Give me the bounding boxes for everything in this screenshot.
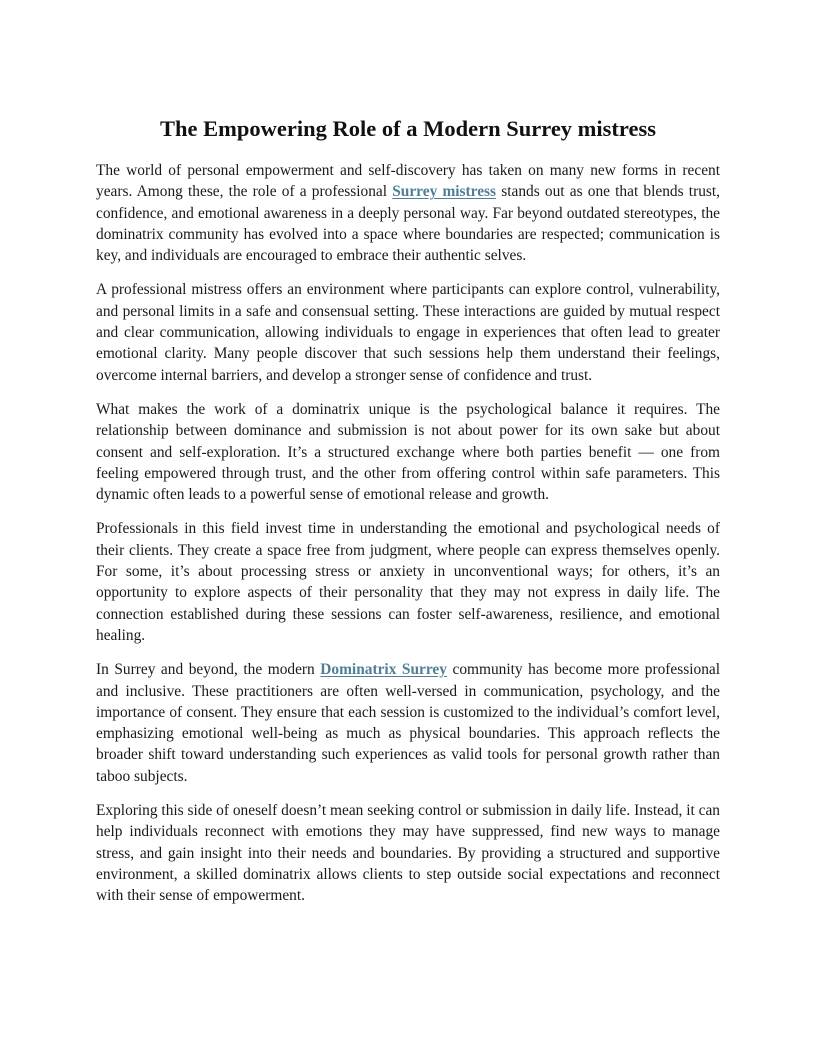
paragraph-5 [96,659,720,787]
document-title: The Empowering Role of a Modern Surrey mistress [160,116,656,141]
paragraph-2: A professional mistress offers an environment where participants can explore control, vulnerability, and personal limits in a safe and consensual setting. These interactions are guided by mutual respect and clear communication, allowing individuals to engage in experiences that often lead to greater emotional clarity. Many people discover that such sessions help them understand their feelings, overcome internal barriers, and develop a stronger sense of confidence and trust. [96,281,720,384]
paragraph-text: The world of personal empowerment and self-discovery has taken on many new forms in recent years. Among these, the role of a professional [96,162,720,201]
paragraph-text: stands out as one that blends trust, confidence, and emotional awareness in a deeply personal way. Far beyond outdated stereotypes, the dominatrix community has evolved into a space where boundaries are respected; communication is key, and individuals are encouraged to embrace their authentic selves. [96,183,720,265]
paragraph-text: In Surrey and beyond, the modern [96,661,321,679]
paragraph-1 [96,160,720,266]
document-body [96,160,720,920]
paragraph-3: What makes the work of a dominatrix unique is the psychological balance it requires. The relationship between dominance and submission is not about power for its own sake but about consent and self-exploration. It’s a structured exchange where both parties benefit — one from feeling empowered through trust, and the other from offering control within safe parameters. This dynamic often leads to a powerful sense of emotional release and growth. [96,400,720,504]
surrey-mistress-link[interactable]: Surrey mistress [392,183,497,201]
paragraph-6: Exploring this side of oneself doesn’t mean seeking control or submission in daily life. Instead, it can help individuals reconnect with emotions they may have suppressed, find new ways to manage stress, and gain insight into their needs and boundaries. By providing a structured and supportive environment, a skilled dominatrix allows clients to step outside social expectations and reconnect with their sense of empowerment. [96,802,720,905]
paragraph-4: Professionals in this field invest time in understanding the emotional and psychological needs of their clients. They create a space free from judgment, where people can express themselves openly. For some, it’s about processing stress or anxiety in unconventional ways; for others, it’s an opportunity to explore aspects of their personality that they may not express in daily life. The connection established during these sessions can foster self-awareness, resilience, and emotional healing. [96,520,720,644]
dominatrix-surrey-link[interactable]: Dominatrix Surrey [320,661,447,679]
paragraph-text: community has become more professional and inclusive. These practitioners are often well-versed in communication, psychology, and the importance of consent. They ensure that each session is customized to the individual’s comfort level, emphasizing emotional well-being as much as physical boundaries. This approach reflects the broader shift toward understanding such experiences as valid tools for personal growth rather than taboo subjects. [96,661,720,785]
